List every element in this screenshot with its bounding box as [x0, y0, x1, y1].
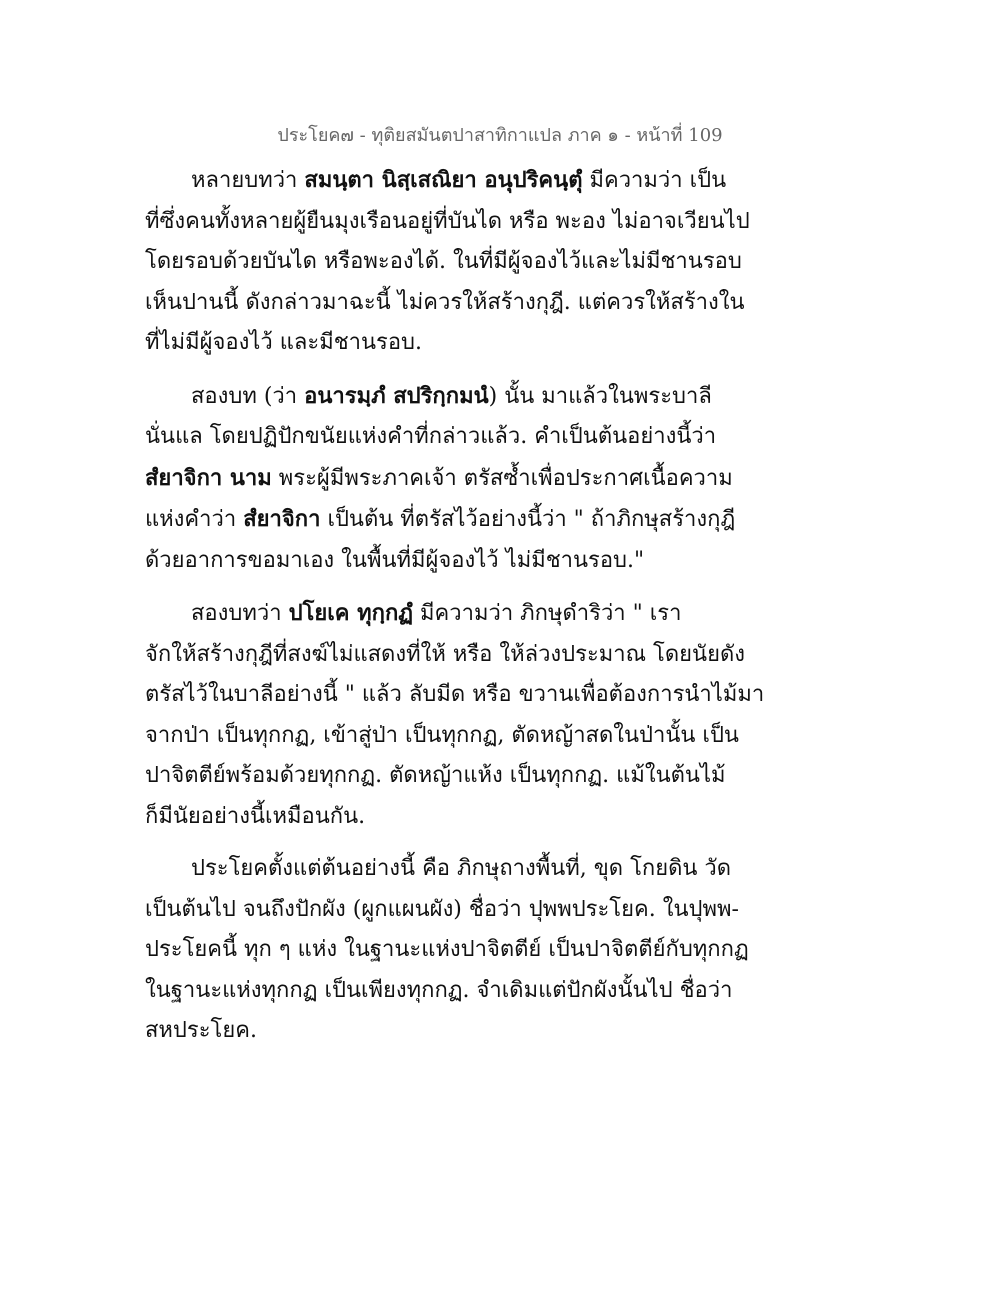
- document-body: [145, 160, 857, 1064]
- text-line: เห็นปานนี้ ดังกล่าวมาฉะนี้ ไม่ควรให้สร้างกุฎี. แต่ควรให้สร้างใน: [145, 289, 745, 315]
- text-line: จากป่า เป็นทุกกฏ, เข้าสู่ป่า เป็นทุกกฏ, ตัดหญ้าสดในป่านั้น เป็น: [145, 722, 739, 748]
- text-line: แห่งคำว่า สํยาจิกา เป็นต้น ที่ตรัสไว้อย่างนี้ว่า " ถ้าภิกษุสร้างกุฎี: [145, 506, 736, 532]
- text-line: ประโยคนี้ ทุก ๆ แห่ง ในฐานะแห่งปาจิตตีย์ เป็นปาจิตตีย์กับทุกกฏ: [145, 937, 749, 962]
- text-line: สํยาจิกา นาม พระผู้มีพระภาคเจ้า ตรัสซ้ำเพื่อประกาศเนื้อความ: [145, 464, 733, 491]
- pali-term: สํยาจิกา นาม: [145, 464, 272, 491]
- text-line: โดยรอบด้วยบันได หรือพะองได้. ในที่มีผู้จองไว้และไม่มีชานรอบ: [145, 249, 742, 274]
- text-line: สหประโยค.: [145, 1018, 257, 1043]
- text-line: สองบทว่า ปโยเค ทุกฺกฏํ มีความว่า ภิกษุดำริว่า " เรา: [191, 600, 682, 626]
- text-line: หลายบทว่า สมนฺตา นิสฺเสณิยา อนุปริคนฺตุํ มีความว่า เป็น: [191, 167, 727, 193]
- text-line: ที่ไม่มีผู้จองไว้ และมีชานรอบ.: [145, 330, 423, 355]
- paragraph: [145, 593, 857, 837]
- text-line: ปาจิตตีย์พร้อมด้วยทุกกฏ. ตัดหญ้าแห้ง เป็นทุกกฏ. แม้ในต้นไม้: [145, 763, 726, 788]
- pali-term: สํยาจิกา: [243, 506, 321, 532]
- text-line: ในฐานะแห่งทุกกฏ เป็นเพียงทุกกฏ. จำเดิมแต่ปักผังนั้นไป ชื่อว่า: [145, 977, 733, 1003]
- text-line: ประโยคตั้งแต่ต้นอย่างนี้ คือ ภิกษุถางพื้นที่, ขุด โกยดิน วัด: [191, 856, 732, 881]
- text-line: ตรัสไว้ในบาลีอย่างนี้ " แล้ว ลับมีด หรือ ขวานเพื่อต้องการนำไม้มา: [145, 682, 765, 707]
- text-line: ด้วยอาการขอมาเอง ในพื้นที่มีผู้จองไว้ ไม่มีชานรอบ.": [145, 547, 645, 573]
- text-line: จักให้สร้างกุฎีที่สงฆ์ไม่แสดงที่ให้ หรือ ให้ล่วงประมาณ โดยนัยดัง: [145, 641, 745, 667]
- text-line: ก็มีนัยอย่างนี้เหมือนกัน.: [145, 803, 366, 829]
- text-line: ที่ซึ่งคนทั้งหลายผู้ยืนมุงเรือนอยู่ที่บันได หรือ พะอง ไม่อาจเวียนไป: [145, 208, 750, 234]
- text-line: เป็นต้นไป จนถึงปักผัง (ผูกแผนผัง) ชื่อว่า ปุพพประโยค. ในปุพพ-: [145, 896, 739, 922]
- text-line: นั่นแล โดยปฏิปักขนัยแห่งคำที่กล่าวแล้ว. คำเป็นต้นอย่างนี้ว่า: [145, 424, 717, 449]
- paragraph: [145, 376, 857, 582]
- paragraph: [145, 849, 857, 1052]
- pali-term: ปโยเค ทุกฺกฏํ: [288, 600, 414, 626]
- page-header: ประโยค๗ - ทุติยสมันตปาสาทิกาแปล ภาค ๑ - หน้าที่ 109: [277, 125, 723, 146]
- paragraph: [145, 160, 857, 364]
- pali-term: สมนฺตา นิสฺเสณิยา อนุปริคนฺตุํ: [304, 167, 583, 193]
- pali-term: อนารมฺภํ สปริกฺกมนํ: [304, 382, 489, 409]
- text-line: สองบท (ว่า อนารมฺภํ สปริกฺกมนํ) นั้น มาแล้วในพระบาลี: [191, 382, 712, 409]
